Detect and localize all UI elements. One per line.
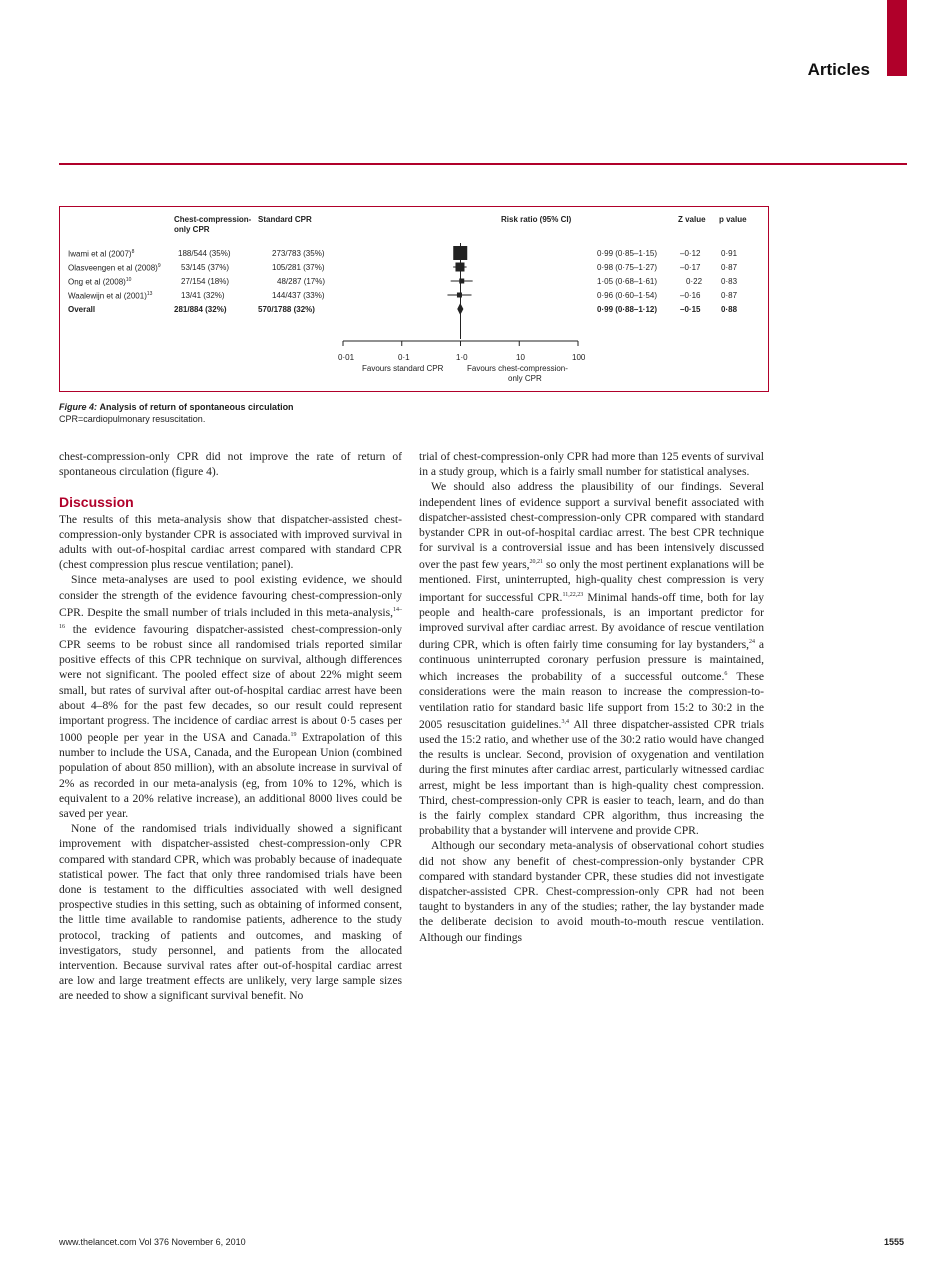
overall-label: Overall (68, 305, 96, 314)
std-events: 105/281 (37%) (272, 263, 325, 272)
col-header-std: Standard CPR (258, 215, 312, 224)
discussion-heading: Discussion (59, 494, 134, 511)
z-value: –0·12 (680, 249, 701, 258)
favours-cc-label: Favours chest-compression- (467, 364, 568, 373)
page-number: 1555 (883, 1237, 904, 1247)
tick-label: 0·1 (398, 353, 410, 362)
figure-note: CPR=cardiopulmonary resuscitation. (59, 414, 206, 424)
point-estimate (459, 279, 464, 284)
footer-journal: www.thelancet.com Vol 376 November 6, 2010 (59, 1237, 246, 1247)
z-value: 0·22 (686, 277, 703, 286)
overall-z-value: –0·15 (680, 305, 701, 314)
overall-diamond (457, 303, 463, 315)
point-estimate (457, 293, 462, 298)
p-value: 0·87 (721, 263, 738, 272)
paragraph: chest-compression-only CPR did not improve the rate of return of spontaneous circulation (figure 4). (59, 450, 402, 479)
favours-standard-label: Favours standard CPR (362, 364, 444, 373)
col-header-rr: Risk ratio (95% CI) (501, 215, 572, 224)
overall-cc-events: 281/884 (32%) (174, 305, 227, 314)
col-header-z: Z value (678, 215, 706, 224)
favours-cc-label-2: only CPR (508, 374, 542, 383)
paragraph: We should also address the plausibility of our findings. Several independent lines of evidence support a survival benefit associated with dispatcher-assisted chest-compression-only CPR compared with standard bystander CPR in out-of-hospital cardiac arrest. The best CPR technique for survival is a controversial issue and has been intensively discussed over the past few years,$^{20,21}$ so only the most pertinent explanations will be mentioned. First, uninterrupted, high-quality chest compression is very important for successful CPR.$^{11,22,23}$ Minimal hands-off time, both for lay people and health-care professionals, is an important predictor for improved survival after cardiac arrest. By avoidance of rescue ventilation during CPR, which is often fairly time consuming for lay bystanders,$^{24}$ a continuous uninterrupted coronary perfusion pressure is maintained, which increases the probability of a successful outcome.$^6$ These considerations were the main reason to increase the compression-to-ventilation ratio for standard basic life support from 15:2 to 30:2 in the 2005 resuscitation guidelines.$^{3,4}$ All three dispatcher-assisted CPR trials used the 15:2 ratio, and whether use of the 30:2 ratio would have changed the results is unclear. Second, provision of oxygenation and ventilation during the first minutes after cardiac arrest, particularly witnessed cardiac arrest, might be less important than is high-quality chest compression. Third, chest-compression-only CPR is easier to teach, learn, and do than is the fairly complex standard CPR algorithm, thus increasing the probability that a bystander will intervene and provide CPR. (419, 480, 765, 838)
paragraph: None of the randomised trials individually showed a significant improvement with dispatcher-assisted chest-compression-only CPR compared with standard CPR, which was probably because of inadequate statistical power. The fact that only three randomised trials have been done is testament to the difficulties associated with well designed prospective studies in this setting, such as obtaining of informed consent, the little time available to randomise patients, adherence to the study protocol, tracking of patients and outcomes, and masking of investigators, study personnel, and patients from the allocated intervention. Because survival rates after out-of-hospital cardiac arrest are low and large treatment effects are unlikely, very large sample sizes are needed to show a significant survival benefit. No (59, 822, 402, 1003)
study-name: Olasveengen et al $(2008)^9$ (68, 263, 161, 273)
overall-std-events: 570/1788 (32%) (258, 305, 315, 314)
cc-events: 13/41 (32%) (181, 291, 225, 300)
risk-ratio: 0·99 (0·85–1·15) (597, 249, 658, 258)
p-value: 0·91 (721, 249, 738, 258)
point-estimate (455, 263, 464, 272)
z-value: –0·16 (680, 291, 701, 300)
tick-label: 100 (572, 353, 586, 362)
text-column-right (419, 449, 764, 945)
paragraph: Since meta-analyses are used to pool existing evidence, we should consider the strength of the evidence favouring chest-compression-only CPR. Despite the small number of trials included in this meta-analysis,$^{14-16}$ the evidence favouring dispatcher-assisted chest-compression-only CPR seems to be robust since all randomised trials reported similar positive effects of this CPR technique on survival, although differences were not significant. The pooled effect size of about 22% might seem small, but rates of survival after out-of-hospital cardiac arrest have been about 4–8% for the past few decades, so our result could represent important progress. The incidence of cardiac arrest is about 0·5 cases per 1000 people per year in the USA and Canada.$^{19}$ Extrapolation of this number to include the USA, Canada, and the European Union (combined population of about 850 million), with an absolute increase in survival of 2% as recorded in our meta-analysis (eg, from 10% to 12%, which is equivalent to a 20% relative increase), an additional 8000 lives could be saved per year. (59, 573, 402, 821)
col-header-p: p value (719, 215, 747, 224)
cc-events: 27/154 (18%) (181, 277, 230, 286)
cc-events: 188/544 (35%) (178, 249, 231, 258)
forest-plot-figure (59, 206, 769, 392)
study-name: Iwami et al $(2007)^8$ (68, 249, 135, 259)
text-column-left (59, 449, 402, 1004)
section-color-tab (887, 0, 907, 76)
point-estimate (453, 246, 467, 260)
header-rule (59, 163, 907, 165)
tick-label: 10 (516, 353, 525, 362)
col-header-cc: Chest-compression- (174, 215, 252, 224)
z-value: –0·17 (680, 263, 701, 272)
paragraph: Although our secondary meta-analysis of observational cohort studies did not show any benefit of chest-compression-only bystander CPR compared with standard bystander CPR, these studies did not investigate dispatcher-assisted CPR. Chest-compression-only CPR had not been taught to bystanders in any of the studies; rather, the lay bystander made the deliberate decision to avoid mouth-to-mouth rescue ventilation. Although our findings (419, 839, 764, 944)
paragraph: trial of chest-compression-only CPR had more than 125 events of survival in a study group, which is a fairly small number for statistical analyses. (419, 450, 764, 479)
section-label: Articles (807, 60, 870, 79)
figure-label: Figure 4: (59, 402, 98, 412)
study-name: Ong et al $(2008)^{10}$ (68, 277, 132, 287)
risk-ratio: 1·05 (0·68–1·61) (597, 277, 658, 286)
risk-ratio: 0·98 (0·75–1·27) (597, 263, 658, 272)
std-events: 273/783 (35%) (272, 249, 325, 258)
paragraph: The results of this meta-analysis show that dispatcher-assisted chest-compression-only bystander CPR is associated with improved survival in adults with out-of-hospital cardiac arrest compared with standard CPR (chest compression plus rescue ventilation; panel). (59, 512, 402, 572)
risk-ratio: 0·96 (0·60–1·54) (597, 291, 658, 300)
std-events: 144/437 (33%) (272, 291, 325, 300)
study-name: Waalewijn et al $(2001)^{13}$ (68, 291, 153, 301)
tick-label: 0·01 (338, 353, 355, 362)
std-events: 48/287 (17%) (277, 277, 326, 286)
cc-events: 53/145 (37%) (181, 263, 230, 272)
figure-caption (59, 401, 294, 425)
p-value: 0·83 (721, 277, 738, 286)
overall-risk-ratio: 0·99 (0·88–1·12) (597, 305, 658, 314)
overall-p-value: 0·88 (721, 305, 738, 314)
col-header-cc-2: only CPR (174, 225, 210, 234)
p-value: 0·87 (721, 291, 738, 300)
figure-title: Analysis of return of spontaneous circulation (99, 402, 294, 412)
tick-label: 1·0 (456, 353, 468, 362)
